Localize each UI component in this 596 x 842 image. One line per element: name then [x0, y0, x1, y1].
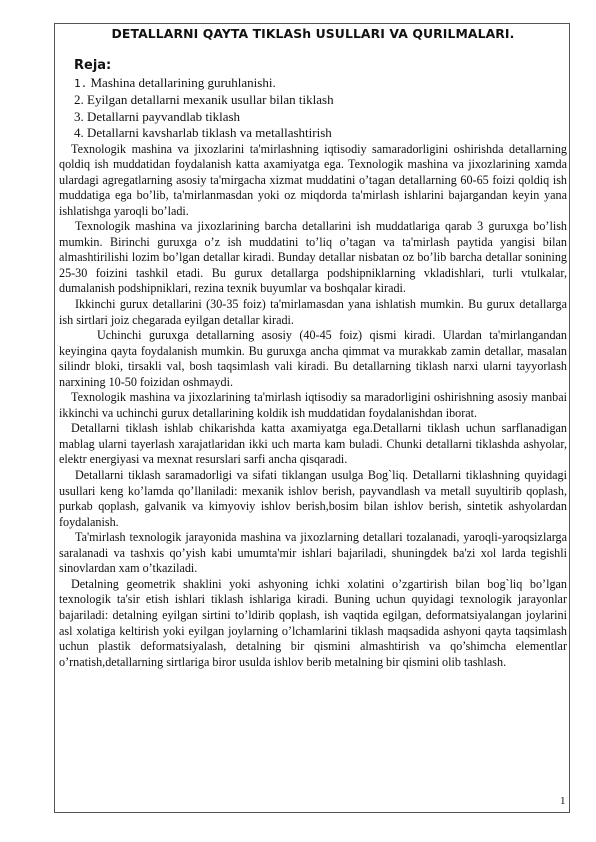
- body-paragraph: Detallarni tiklash ishlab chikarishda katta axamiyatga ega.Detallarni tiklash uchun sarflanadigan mablag ularni tayerlash xarajatlaridan ikki uch marta kam buladi. Chunki detallarni tiklashda ashyolar, elektr energiyasi va mexnat resurslari sarfi ancha qisqaradi.: [59, 421, 567, 467]
- body-paragraph: Ta'mirlash texnologik jarayonida mashina va jixozlarning detallari tozalanadi, yaroqli-yaroqsizlarga saralanadi va tashxis qo’yish kabi umumta'mir ishlari bajariladi, shuningdek ba'zi xol larda tegishli sinovlardan xam o’tkaziladi.: [59, 530, 567, 576]
- plan-item: [74, 125, 567, 142]
- plan-item-text: Mashina detallarining guruhlanishi.: [90, 74, 276, 90]
- plan-item-number: 3.: [74, 108, 84, 124]
- plan-item-number: 4.: [74, 125, 84, 141]
- plan-item-text: Detallarni kavsharlab tiklash va metallashtirish: [87, 125, 332, 141]
- plan-item: [74, 92, 567, 109]
- plan-item-text: Detallarni payvandlab tiklash: [87, 108, 241, 124]
- body-paragraph: Uchinchi guruxga detallarning asosiy (40-45 foiz) qismi kiradi. Ulardan ta'mirlangandan keyingina qayta foydalanish mumkin. Bu guruxga ancha qimmat va murakkab zamin detallar, masalan silindr bloki, tirsakli val, bosh taqsimlash vali kiradi. Bu detallarning tiklash narxi ularni tayyorlash narxining 10-50 foizidan oshmaydi.: [59, 328, 567, 389]
- body-paragraph: Detalning geometrik shaklini yoki ashyoning ichki xolatini o’zgartirish bilan bog`liq bo’lgan texnologik ta'sir etish ishlari tiklash ishlariga kiradi. Buning uchun quyidagi texnologik jarayonlar bajariladi: detalning eyilgan sirtini to’ldirib qoplash, ish vaqtida egilgan, deformatsiyalangan joylarini asl xolatiga keltirish yoki eyilgan joylarning o’lchamlarini tiklash maqsadida ashyoni qayta taqsimlash uchun plastik deformatsiyalash, detalning bir qismini almashtirish va qo’shimcha elementlar o’rnatish,detallarning sirtlariga biror usulda ishlov berib metalning bir qismini olib tashlash.: [59, 576, 567, 669]
- plan-item: [74, 109, 567, 126]
- body-paragraph: Ikkinchi gurux detallarini (30-35 foiz) ta'mirlamasdan yana ishlatish mumkin. Bu gurux detallarga ish sirtlari joiz chegarada eyilgan detallar kiradi.: [59, 297, 567, 327]
- page-number: 1: [560, 795, 566, 807]
- plan-section: [74, 57, 567, 142]
- plan-item-text: Eyilgan detallarni mexanik usullar bilan tiklash: [87, 92, 334, 108]
- body-paragraph: Texnologik mashina va jixozlarini ta'mirlashning iqtisodiy samaradorligini oshirishda detallarning qoldiq ish muddatidan foydalanish katta axamiyatga ega. Texnologik mashina va jixozlarining xamda ulardagi agregatlarning asosiy ta'mirgacha xizmat muddatini o’tagan detallarning 60-65 foizi qoldiq ish muddatiga ega bo’lib, ta'mirlanmasdan yoki oz miqdorda ta'mirlash ishlarini bajargandan keyin yana ishlatishga yaroqli bo’ladi.: [59, 141, 567, 218]
- document-title: DETALLARNI QAYTA TIKLASh USULLARI VA QURILMALARI.: [111, 26, 515, 41]
- plan-heading: Reja:: [74, 57, 112, 73]
- document-body: [59, 26, 567, 670]
- body-paragraph: Texnologik mashina va jixozlarining ta'mirlash iqtisodiy sa maradorligini oshirishning asosiy manbai ikkinchi va uchinchi gurux detallarining koldik ish muddatidan foydalanishdan iborat.: [59, 390, 567, 420]
- plan-item-number: 1.: [74, 76, 88, 90]
- plan-item: [74, 75, 567, 93]
- body-paragraph: Texnologik mashina va jixozlarining barcha detallarini ish muddatlariga qarab 3 guruxga bo’lish mumkin. Birinchi guruxga o’z ish muddatini to’liq o’tagan va ta'mirlash paytida yangisi bilan almashtirilishi lozim bo’lgan detallar kiradi. Bunday detallar nisbatan oz bo’lib barcha detallar sonining 25-30 foizini tashkil etadi. Bu gurux detallarga podshipniklarning vkladishlari, turli vtulkalar, dumalanish podshipniklari, rezina texnik buyumlar va boshqalar kiradi.: [59, 219, 567, 296]
- body-paragraph: Detallarni tiklash saramadorligi va sifati tiklangan usulga Bog`liq. Detallarni tiklashning quyidagi usullari keng ko’lamda qo’llaniladi: mexanik ishlov berish, payvandlash va metall suyultirib qoplash, purkab qoplash, galvanik va kimyoviy ishlov berish,bosim bilan ishlov berish, sintetik ashyolardan foydalanish.: [59, 468, 567, 529]
- plan-item-number: 2.: [74, 92, 84, 108]
